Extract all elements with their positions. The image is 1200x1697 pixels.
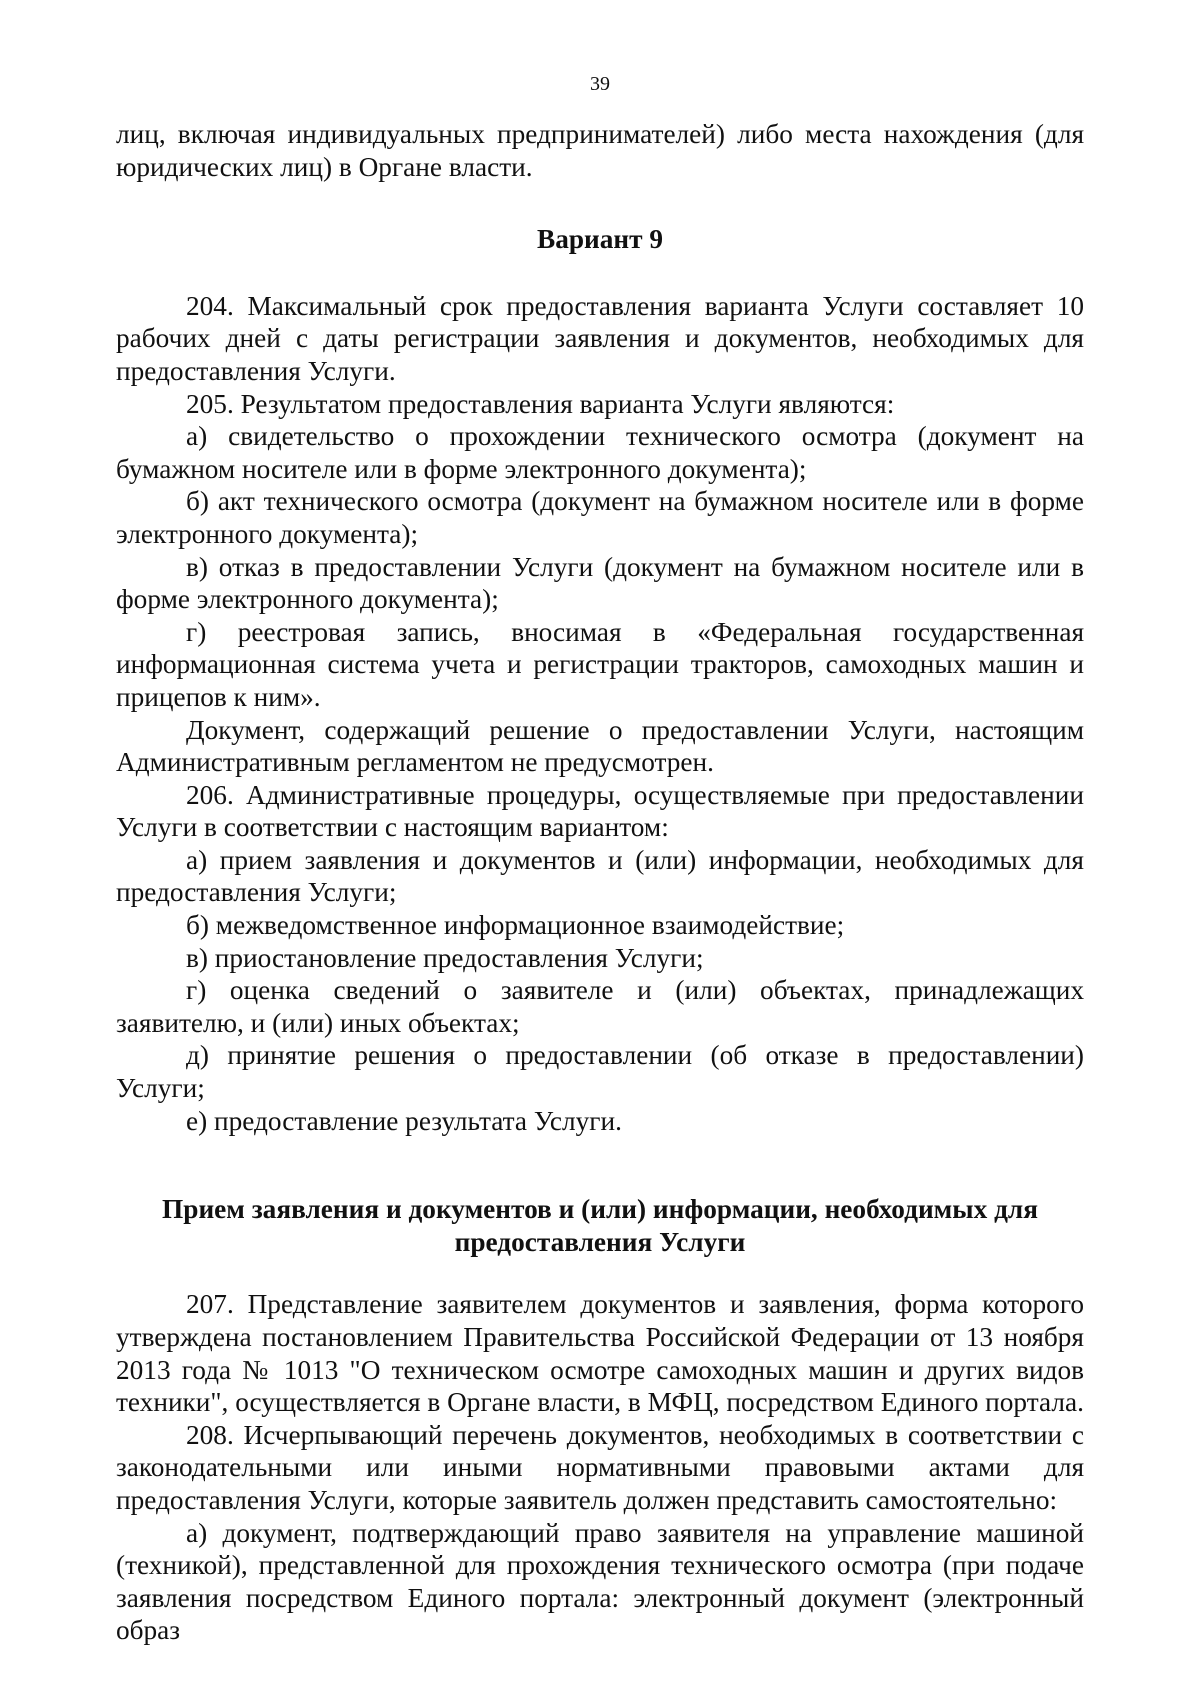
paragraph-document-note: Документ, содержащий решение о предоставлении Услуги, настоящим Административным регламентом не предусмотрен. [116, 714, 1084, 778]
paragraph-continued: лиц, включая индивидуальных предпринимателей) либо места нахождения (для юридических лиц) в Органе власти. [116, 119, 1084, 182]
paragraph-205-b: б) акт технического осмотра (документ на бумажном носителе или в форме электронного документа); [116, 486, 1084, 549]
heading-variant: Вариант 9 [536, 224, 664, 255]
section-variant-9 [116, 290, 1084, 1137]
paragraph-206-g: г) оценка сведений о заявителе и (или) объектах, принадлежащих заявителю, и (или) иных объектах; [116, 975, 1084, 1038]
paragraph-208: 208. Исчерпывающий перечень документов, необходимых в соответствии с законодательными или иными нормативными правовыми актами для предоставления Услуги, которые заявитель должен представить самостоятельно: [116, 1419, 1084, 1515]
paragraph-206-e: е) предоставление результата Услуги. [186, 1105, 622, 1136]
paragraph-206-v: в) приостановление предоставления Услуги; [186, 942, 704, 973]
paragraph-204: 204. Максимальный срок предоставления варианта Услуги составляет 10 рабочих дней с даты регистрации заявления и документов, необходимых для предоставления Услуги. [116, 290, 1084, 386]
paragraph-207: 207. Представление заявителем документов и заявления, форма которого утверждена постановлением Правительства Российской Федерации от 13 ноября 2013 года № 1013 "О техническом осмотре самоходных машин и других видов техники", осуществляется в Органе власти, в МФЦ, посредством Единого портала. [116, 1289, 1084, 1418]
paragraph-206-d: д) принятие решения о предоставлении (об отказе в предоставлении) Услуги; [116, 1040, 1084, 1104]
paragraph-206-a: а) прием заявления и документов и (или) информации, необходимых для предоставления Услуги; [116, 844, 1084, 908]
paragraph-205-a: а) свидетельство о прохождении технического осмотра (документ на бумажном носителе или в форме электронного документа); [116, 421, 1084, 484]
paragraph-206: 206. Административные процедуры, осуществляемые при предоставлении Услуги в соответствии с настоящим вариантом: [116, 779, 1084, 843]
paragraph-206-b: б) межведомственное информационное взаимодействие; [186, 910, 845, 941]
heading-section-reception: Прием заявления и документов и (или) информации, необходимых для предоставления Услуги [162, 1194, 1038, 1257]
paragraph-208-a: а) документ, подтверждающий право заявителя на управление машиной (техникой), представленной для прохождения технического осмотра (при подаче заявления посредством Единого портала: электронный документ (электронный образ [116, 1517, 1084, 1646]
section-reception [116, 1288, 1084, 1647]
paragraph-205-g: г) реестровая запись, вносимая в «Федеральная государственная информационная система учета и регистрации тракторов, самоходных машин и прицепов к ним». [116, 616, 1084, 712]
paragraph-205: 205. Результатом предоставления варианта Услуги являются: [186, 388, 895, 419]
page-number: 39 [590, 73, 610, 95]
paragraph-205-v: в) отказ в предоставлении Услуги (документ на бумажном носителе или в форме электронного документа); [116, 551, 1084, 615]
